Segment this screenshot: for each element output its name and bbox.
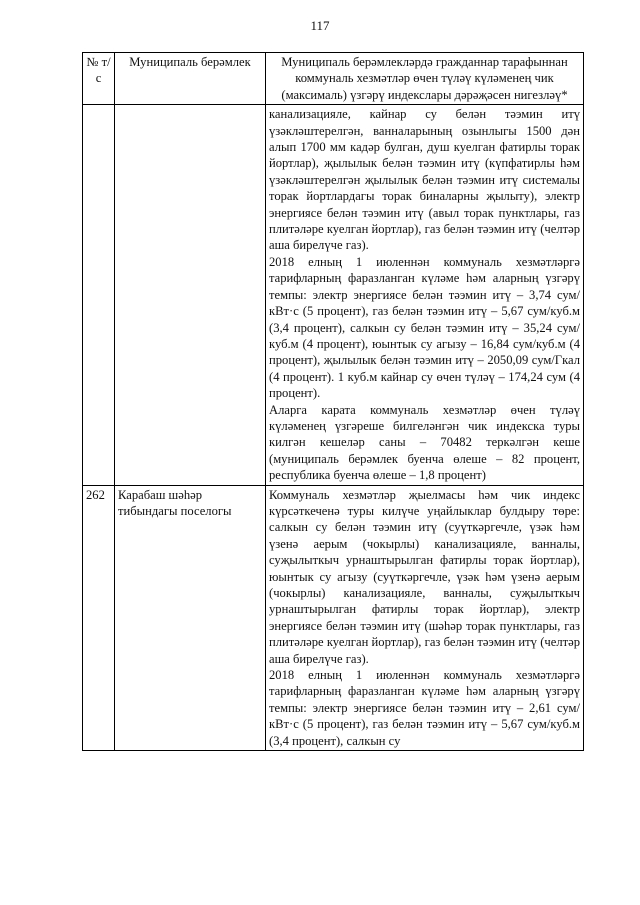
page-number: 117 xyxy=(310,18,330,33)
row-municipality: Карабаш шәһәр тибындагы поселогы xyxy=(115,485,266,751)
row-num: 262 xyxy=(83,485,115,751)
table-header-row xyxy=(83,53,584,105)
tariff-table xyxy=(82,52,584,751)
paragraph: Аларга карата коммуналь хезмәтләр өчен түләү күләменең үзгәреше билгеләнгән чик индекска туры килгән кешеләр саны – 70482 теркәлгән кеше (муниципаль берәмлек буенча өлеше – 82 процент, республика буенча өлеше – 1,8 процент) xyxy=(269,402,580,483)
paragraph: 2018 елның 1 июленнән коммуналь хезмәтләргә тарифларның фаразланган күләме һәм аларның үзгәрү темпы: электр энергиясе белән тәэмин итү – 3,74 сум/кВт·с (5 процент), газ белән тәэмин итү – 5,67 сум/куб.м (3,4 процент), салкын су белән тәэмин итү – 35,24 сум/куб.м (4 процент), юынтык су агызу – 16,84 сум/куб.м (4 процент), җылылык белән тәэмин итү – 2050,09 сум/Гкал (4 процент). 1 куб.м кайнар су өчен түләү – 174,24 сум (4 процент). xyxy=(269,254,580,401)
paragraph: 2018 елның 1 июленнән коммуналь хезмәтләргә тарифларның фаразланган күләме һәм аларның үзгәрү темпы: электр энергиясе белән тәэмин итү – 2,61 сум/кВт·с (5 процент), газ белән тәэмин итү – 5,67 сум/куб.м (3,4 процент), салкын су xyxy=(269,668,580,748)
header-municipality: Муниципаль берәмлек xyxy=(115,53,266,105)
paragraph: канализацияле, кайнар су белән тәэмин итү үзәкләштерелгән, ванналарының озынлыгы 1500 дән алып 1700 мм кадәр булган, душ куелган фатирлы торак йортлар), җылылык белән тәэмин итү (күпфатирлы һәм үзәкләштерелгән җылылык белән тәэмин итү системалы торак йортлардагы торак биналарны җылыту), электр энергиясе белән тәэмин итү (авыл торак пунктлары, газ плитәләре куелган йортлар), газ белән тәэмин итү (челтәр аша бирелүче газ). xyxy=(269,107,580,253)
table-row xyxy=(83,485,584,751)
row-municipality xyxy=(115,105,266,485)
table-row xyxy=(83,105,584,485)
header-num: № т/с xyxy=(83,53,115,105)
row-basis xyxy=(266,105,584,485)
header-basis: Муниципаль берәмлекләрдә гражданнар тарафыннан коммуналь хезмәтләр өчен түләү күләменең чик (максималь) үзгәрү индекслары дәрәҗәсен нигезләү* xyxy=(266,53,584,105)
row-basis xyxy=(266,485,584,751)
row-num xyxy=(83,105,115,485)
paragraph: Коммуналь хезмәтләр җыелмасы һәм чик индекс күрсәткеченә туры килүче уңайлыклар булдыру төре: салкын су белән тәэмин итү (суүткәргечле, үзәк һәм үзенә аерым (чокырлы) канализацияле, ванналы, суҗылыткыч урнаштырылган фатирлы торак йортлар), юынтык су агызу (суүткәргечле, үзәк һәм үзенә аерым (чокырлы) канализацияле, ванналы, суҗылыткыч урнаштырылган фатирлы торак йортлар), электр энергиясе белән тәэмин итү (шәһәр торак пунктлары, газ плитәләре куелган йортлар), газ белән тәэмин итү (челтәр аша бирелүче газ). xyxy=(269,487,580,666)
